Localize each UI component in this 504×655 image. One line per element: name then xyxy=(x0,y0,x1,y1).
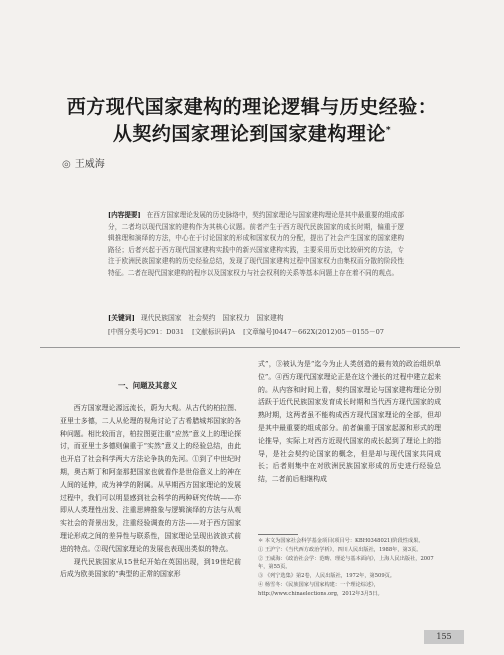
title-footnote-marker: * xyxy=(385,125,392,136)
class-number: [中图分类号]C91：D031 xyxy=(108,328,185,336)
author-name: 王威海 xyxy=(74,159,105,170)
article-number: [文章编号]0447－662X(2012)05－0155－07 xyxy=(243,328,384,336)
footnote-divider xyxy=(258,534,298,535)
section-heading: 一、问题及其意义 xyxy=(118,381,178,390)
footnote: ① 王沪宁：《当代西方政治学析》，四川人民出版社，1988年，第3页。 xyxy=(258,546,422,553)
article-title-line1: 西方现代国家建构的理论逻辑与历史经验： xyxy=(66,96,438,118)
document-code: [文献标识码]A xyxy=(192,328,236,336)
keywords-label: [关键词] xyxy=(108,314,135,322)
author-bullet-icon: ◎ xyxy=(62,159,71,170)
keywords-text: 现代民族国家 社会契约 国家权力 国家建构 xyxy=(140,314,284,322)
abstract-label: [内容提要] xyxy=(108,211,141,219)
footnote: ④ 杨雪冬：《民族国家与国家构建：一个理论综述》，http://www.chinaelections.org，2012年3月5日。 xyxy=(258,581,383,597)
left-paragraph: 现代民族国家从15世纪开始在英国出现，到19世纪前后成为欧美国家的“典型的正常的国家形 xyxy=(60,557,241,579)
left-paragraph: 西方国家理论源远流长，蔚为大观。从古代的柏拉图、亚里士多德，二人从伦理的视角讨论了古希腊城邦国家的各种问题。相比较而言，柏拉图更注重“应然”意义上的理论探讨，而亚里士多德则偏重于“实然”意义上的经验总结，由此也开启了社会科学两大方法论争执的先河。①到了中世纪时期，奥古斯丁和阿奎那把国家也就看作是世俗意义上的神在人间的延伸，成为神学的附属。从早期西方国家理论的发展过程中，我们可以明显感到社会科学的两种研究传统——亦即从人类理性出发、注重思辨推象与逻辑演绎的方法与从观实社会的背景出发，注重经验调查的方法——对于西方国家理论形成之间的差异性与联系性，国家理论呈现出波浪式前进的特点。②现代国家理论的发展也表现出类似的特点。 xyxy=(60,404,241,553)
abstract-text: 在西方国家理论发展的历史脉络中，契约国家理论与国家建构理论是其中最重要的组成部分，二者均以现代国家的建构作为其核心议题。前者产生于西方现代民族国家的成长时期，偏重于逻辑推理和演绎的方法，中心在于讨论国家的形成和国家权力的分配，提出了社会产生国家的国家建构路径；后者兴起于西方现代国家建构实践中的新兴国家建构实践，主要采用历史比较研究的方法，专注于欧洲民族国家建构的历史经验总结，发现了现代国家建构过程中国家权力由集权而分散的阶段性特征。二者在现代国家建构的程序以及国家权力与社会权利的关系等基本问题上存在着不同的观点。 xyxy=(108,211,404,277)
footnote: ② 王威海：《政治社会学：范畴、理论与基本面向》，上海人民出版社，2007年，第55页。 xyxy=(258,555,434,571)
footnote: ＊ 本文为国家社会科学基金项目(项目号：KBH0348021)阶段性成果。 xyxy=(258,538,424,544)
classification-line xyxy=(108,326,408,336)
header-divider xyxy=(40,347,460,348)
left-column xyxy=(60,402,241,581)
author-line xyxy=(62,155,105,170)
page-number: 155 xyxy=(436,632,452,641)
page-number-box xyxy=(424,630,464,644)
footnote: ③ 《列宁选集》第2卷，人民出版社，1972年，第509页。 xyxy=(258,573,395,580)
right-column xyxy=(258,358,441,486)
right-paragraph: 式”，③被认为是“迄今为止人类创造的最有效的政治组织单位”。④西方现代国家理论正是在这个漫长的过程中建立起来的。从内容和时间上看，契约国家理论与国家建构理论分别活跃于近代民族国家发育成长时期和当代西方现代国家的成熟时期，这两者虽不能构成西方现代国家理论的全部，但却是其中最重要的组成部分。前者偏重于国家起源和形式的理论推导，实际上对西方近现代国家的成长起到了理论上的指导，是社会契约论国家的概念，但是却与现代国家共同成长；后者则集中在对欧洲民族国家形成的历史进行经验总结，二者前后相继构成 xyxy=(258,360,441,484)
article-title-line2: 从契约国家理论到国家建构理论* xyxy=(112,123,392,145)
footnotes xyxy=(258,537,441,599)
abstract xyxy=(108,210,404,280)
keywords xyxy=(108,312,284,322)
